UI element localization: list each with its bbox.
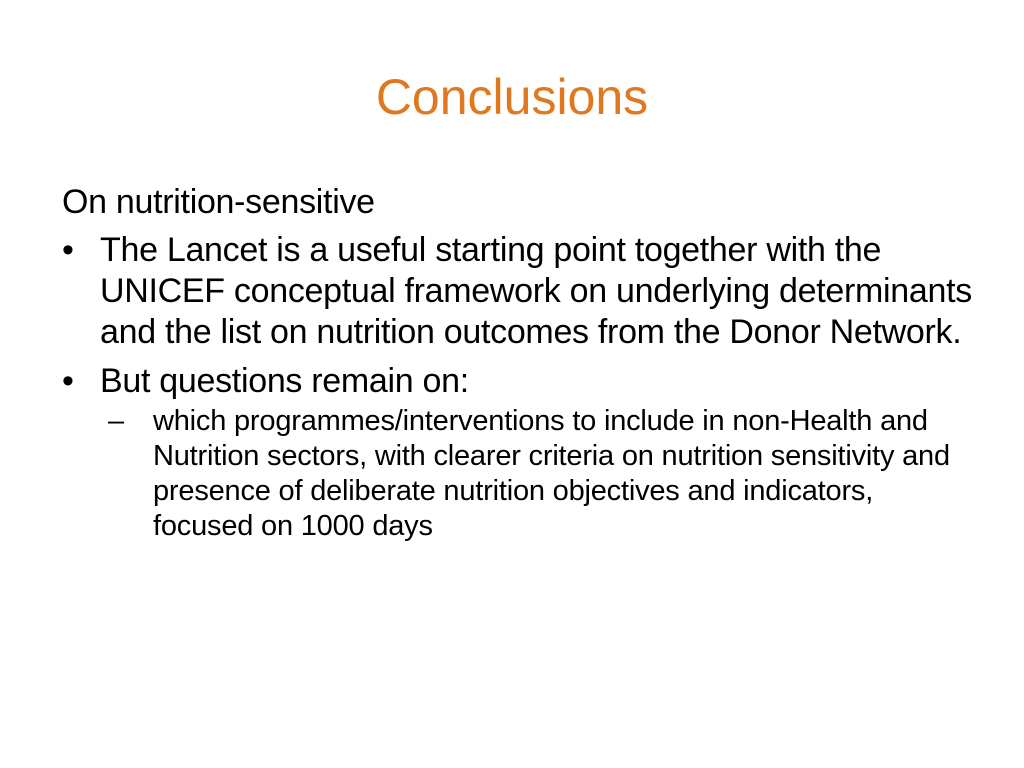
intro-text: On nutrition-sensitive — [62, 183, 375, 221]
sub-bullet-text: which programmes/interventions to include in non-Health and Nutrition sectors, with clearer criteria on nutrition sensitivity and presence of deliberate nutrition objectives and indicators, focused on 1000 days — [153, 405, 950, 542]
sub-bullet-list — [100, 404, 972, 544]
dash-icon: – — [108, 405, 124, 437]
bullet-item — [62, 361, 972, 544]
slide-title: Conclusions — [375, 69, 649, 125]
bullet-dot-icon: • — [62, 362, 74, 400]
sub-bullet-item — [108, 404, 972, 544]
bullet-text: The Lancet is a useful starting point together with the UNICEF conceptual framework on underlying determinants and the list on nutrition outcomes from the Donor Network. — [100, 231, 972, 351]
bullet-item — [62, 230, 972, 353]
bullet-text: But questions remain on: — [100, 362, 469, 400]
bullet-list — [62, 230, 972, 544]
bullet-dot-icon: • — [62, 231, 74, 269]
slide-body — [62, 180, 972, 552]
